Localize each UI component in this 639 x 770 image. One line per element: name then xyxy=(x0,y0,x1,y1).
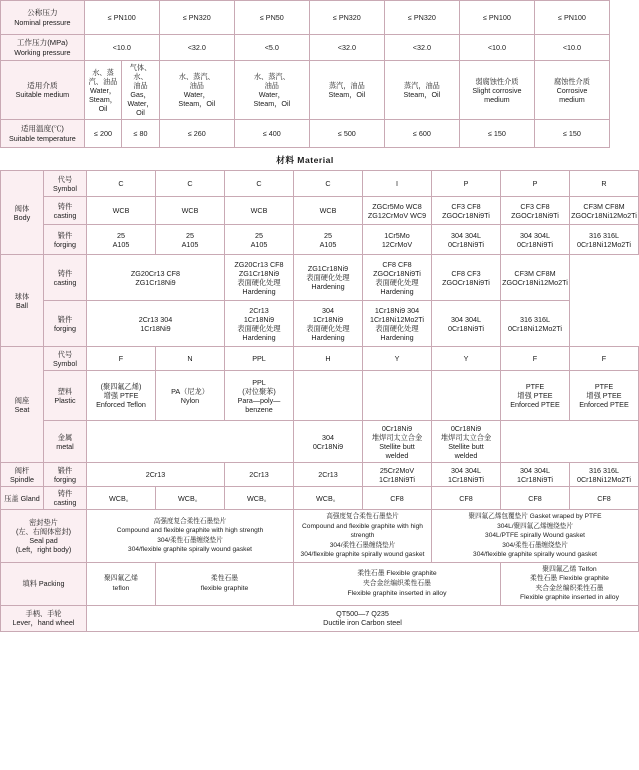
table-cell: R xyxy=(570,171,639,197)
table-cell: 腐蚀性介质 Corrosive medium xyxy=(534,61,609,120)
table-cell: C xyxy=(87,171,156,197)
table-cell: 2Cr13 xyxy=(87,463,225,487)
sub-label: 铸件 casting xyxy=(44,255,87,301)
table-cell: 304 304L 1Cr18Ni9Ti xyxy=(501,463,570,487)
table-cell: 25 A105 xyxy=(294,225,363,255)
group-label: 阀杆 Spindle xyxy=(1,463,44,487)
table-cell: CF8 CF3 ZGOCr18Ni9Ti xyxy=(432,255,501,301)
table-cell: 蒸汽，油品 Steam，Oil xyxy=(384,61,459,120)
group-label: 阀体 Body xyxy=(1,171,44,255)
table-cell: H xyxy=(294,347,363,371)
table-cell: ≤ PN320 xyxy=(159,1,234,35)
group-label: 填料 Packing xyxy=(1,562,87,605)
table-row xyxy=(1,171,639,197)
sub-label: 锻件 forging xyxy=(44,301,87,347)
table-cell: C xyxy=(156,171,225,197)
table-cell: PTFE 增强 PTEE Enforced PTEE xyxy=(501,371,570,421)
group-label: 球体 Ball xyxy=(1,255,44,347)
sub-label: 代号 Symbol xyxy=(44,347,87,371)
table-cell: CF8 xyxy=(570,487,639,510)
table-cell: 316 316L 0Cr18Ni12Mo2Ti xyxy=(570,463,639,487)
table-cell: 1Cr18Ni9 304 1Cr18Ni12Mo2Ti 表面硬化处理 Hardening xyxy=(363,301,432,347)
table-cell: PPL xyxy=(225,347,294,371)
table-cell: PA（尼龙） Nylon xyxy=(156,371,225,421)
table-cell: 25 A105 xyxy=(225,225,294,255)
table-cell: 聚四氟乙烯 teflon xyxy=(87,562,156,605)
table-cell: CF8 xyxy=(432,487,501,510)
table-row xyxy=(1,61,610,120)
sub-label: 金属 metal xyxy=(44,421,87,463)
table-cell: ≤ 200 xyxy=(84,120,122,148)
table-cell: WCB xyxy=(156,197,225,225)
table-cell: WCB。 xyxy=(87,487,156,510)
table-cell: F xyxy=(87,347,156,371)
table-cell: ≤ 600 xyxy=(384,120,459,148)
table-row xyxy=(1,35,610,61)
table-cell xyxy=(363,371,432,421)
table-cell: 弱腐蚀性介质 Slight corrosive medium xyxy=(459,61,534,120)
group-label: 阀座 Seat xyxy=(1,347,44,463)
group-label: 压盖 Gland xyxy=(1,487,44,510)
table-cell: 水、蒸汽、 油品 Water， Steam，Oil xyxy=(234,61,309,120)
table-cell: 2Cr13 xyxy=(225,463,294,487)
table-cell: ≤ 150 xyxy=(459,120,534,148)
table-cell: 高强度复合柔性石墨垫片 Compound and flexible graphite with high strength 304/柔性石墨缠绕垫片 304/flexible graphite spirally wound gasket xyxy=(87,510,294,563)
table-cell: <32.0 xyxy=(384,35,459,61)
table-cell: 2Cr13 xyxy=(294,463,363,487)
table-cell: 304 304L 0Cr18Ni9Ti xyxy=(432,301,501,347)
table-cell: 1Cr5Mo 12CrMoV xyxy=(363,225,432,255)
table-cell: 304 304L 0Cr18Ni9Ti xyxy=(501,225,570,255)
table-cell: 316 316L 0Cr18Ni12Mo2Ti xyxy=(501,301,570,347)
table-cell: 0Cr18Ni9 堆焊司太立合金 Stellite butt welded xyxy=(432,421,501,463)
group-label: 密封垫片 (左、右阀体密封) Seal pad (Left，right body) xyxy=(1,510,87,563)
table-cell: C xyxy=(294,171,363,197)
table-cell: ≤ 80 xyxy=(122,120,160,148)
table-cell: 2Cr13 1Cr18Ni9 表面硬化处理 Hardening xyxy=(225,301,294,347)
table-cell: Y xyxy=(432,347,501,371)
table-row xyxy=(1,197,639,225)
table-cell: CF8 xyxy=(501,487,570,510)
table-cell: (聚四氟乙烯) 增强 PTFE Enforced Teflon xyxy=(87,371,156,421)
table-cell: 2Cr13 304 1Cr18Ni9 xyxy=(87,301,225,347)
sub-label: 塑料 Plastic xyxy=(44,371,87,421)
table-cell: 25Cr2MoV 1Cr18Ni9Ti xyxy=(363,463,432,487)
table-cell: I xyxy=(363,171,432,197)
table-cell: CF3M CF8M ZGOCr18Ni12Mo2Ti xyxy=(501,255,570,301)
table-row xyxy=(1,562,639,605)
table-cell: ≤ PN100 xyxy=(84,1,159,35)
table-cell: F xyxy=(501,347,570,371)
table-cell: WCB xyxy=(87,197,156,225)
sub-label: 锻件 forging xyxy=(44,225,87,255)
table-cell: PTFE 增强 PTEE Enforced PTEE xyxy=(570,371,639,421)
table-cell: ≤ 260 xyxy=(159,120,234,148)
table-cell: <10.0 xyxy=(84,35,159,61)
table-cell: 304 1Cr18Ni9 表面硬化处理 Hardening xyxy=(294,301,363,347)
table-cell: WCB。 xyxy=(156,487,225,510)
table-cell: P xyxy=(501,171,570,197)
table-cell: ZGCr5Mo WC8 ZG12CrMoV WC9 xyxy=(363,197,432,225)
table-cell: ≤ PN320 xyxy=(309,1,384,35)
table-cell xyxy=(432,371,501,421)
table-cell: ZG20Cr13 CF8 ZG1Cr18Ni9 表面硬化处理 Hardening xyxy=(225,255,294,301)
table-cell: 0Cr18Ni9 堆焊司太立合金 Stellite butt welded xyxy=(363,421,432,463)
table-cell: ZG20Cr13 CF8 ZG1Cr18Ni9 xyxy=(87,255,225,301)
row-label: 公称压力 Nominal pressure xyxy=(1,1,85,35)
table-cell: 304 304L 1Cr18Ni9Ti xyxy=(432,463,501,487)
table-cell: WCB。 xyxy=(294,487,363,510)
table-cell xyxy=(294,371,363,421)
sub-label: 铸件 casting xyxy=(44,197,87,225)
table-cell: <10.0 xyxy=(459,35,534,61)
table-cell: WCB xyxy=(225,197,294,225)
table-row xyxy=(1,347,639,371)
table-cell: 聚四氟乙烯包覆垫片 Gasket wraped by PTFE 304L/聚四氟乙烯缠绕垫片 304L/PTFE spiralIy Wound gasket 304/柔性石墨缠绕垫片 304/flexible graphite spirally wound gasket xyxy=(432,510,639,563)
sub-label: 代号 Symbol xyxy=(44,171,87,197)
table-cell: C xyxy=(225,171,294,197)
table-cell: ≤ PN100 xyxy=(534,1,609,35)
table-cell: ≤ 400 xyxy=(234,120,309,148)
row-label: 适用温度(℃) Suitable temperature xyxy=(1,120,85,148)
table-cell: <32.0 xyxy=(159,35,234,61)
table-cell: 聚四氟乙烯 TeIfon 柔性石墨 Flexible graphite 夹合金丝编织柔性石墨 Flexible graphite inserted in alloy xyxy=(501,562,639,605)
sub-label: 锻件 forging xyxy=(44,463,87,487)
table-cell: ≤ 500 xyxy=(309,120,384,148)
table-cell: 水、蒸汽、油品 Water，Steam， Oil xyxy=(84,61,122,120)
table-cell: CF3M CF8M ZGOCr18Ni12Mo2Ti xyxy=(570,197,639,225)
table-cell: ≤ PN100 xyxy=(459,1,534,35)
group-label: 手柄、手轮 Lever，hand wheel xyxy=(1,605,87,631)
table-cell: 25 A105 xyxy=(156,225,225,255)
parameters-table xyxy=(0,0,610,148)
table-row xyxy=(1,255,639,301)
table-row xyxy=(1,487,639,510)
table-row xyxy=(1,120,610,148)
table-cell: PPL (对位聚苯) Para—poly— benzene xyxy=(225,371,294,421)
table-cell: CF3 CF8 ZGOCr18Ni9Ti xyxy=(501,197,570,225)
table-cell: 水、蒸汽、 油品 Water， Steam，Oil xyxy=(159,61,234,120)
table-row xyxy=(1,225,639,255)
table-row xyxy=(1,421,639,463)
table-cell: ≤ PN50 xyxy=(234,1,309,35)
table-cell: <32.0 xyxy=(309,35,384,61)
table-cell: 304 304L 0Cr18Ni9Ti xyxy=(432,225,501,255)
table-row xyxy=(1,301,639,347)
table-cell: 高强度复合柔性石墨垫片 Compound and flexible graphite with high strength 304/柔性石墨缠绕垫片 304/flexible graphite spirally wound gasket xyxy=(294,510,432,563)
table-row xyxy=(1,1,610,35)
table-cell: CF3 CF8 ZGOCr18Ni9Ti xyxy=(432,197,501,225)
table-cell: WCB xyxy=(294,197,363,225)
table-cell: WCB。 xyxy=(225,487,294,510)
table-row xyxy=(1,463,639,487)
table-cell xyxy=(501,421,639,463)
table-row xyxy=(1,371,639,421)
row-label: 适用介质 Suitable medium xyxy=(1,61,85,120)
table-cell: 气体、水、 油品 Gas，Water， Oil xyxy=(122,61,160,120)
table-cell: ≤ PN320 xyxy=(384,1,459,35)
material-section-title: 材料 Material xyxy=(276,155,334,165)
table-cell: P xyxy=(432,171,501,197)
table-cell: <10.0 xyxy=(534,35,609,61)
table-cell: N xyxy=(156,347,225,371)
table-cell: 蒸汽，油品 Steam，Oil xyxy=(309,61,384,120)
table-cell: 304 0Cr18Ni9 xyxy=(294,421,363,463)
table-row xyxy=(1,605,639,631)
table-cell: 柔性石墨 flexible graphite xyxy=(156,562,294,605)
table-cell: QT500—7 Q235 Ductile iron Carbon steel xyxy=(87,605,639,631)
table-cell: 柔性石墨 FlexibIe graphite 夹合金丝编织柔性石墨 Flexible graphite inserted in alloy xyxy=(294,562,501,605)
table-cell xyxy=(87,421,294,463)
table-row xyxy=(1,510,639,563)
table-cell: F xyxy=(570,347,639,371)
sub-label: 铸件 casting xyxy=(44,487,87,510)
table-cell: 25 A105 xyxy=(87,225,156,255)
row-label: 工作压力(MPa) Working pressure xyxy=(1,35,85,61)
table-cell: <5.0 xyxy=(234,35,309,61)
table-cell: Y xyxy=(363,347,432,371)
table-cell: ZG1Cr18Ni9 表面硬化处理 Hardening xyxy=(294,255,363,301)
table-cell: 316 316L 0Cr18Ni12Mo2Ti xyxy=(570,225,639,255)
table-cell: CF8 xyxy=(363,487,432,510)
table-cell: CF8 CF8 ZGOCr18Ni9Ti 表面硬化处理 Hardening xyxy=(363,255,432,301)
table-cell: ≤ 150 xyxy=(534,120,609,148)
material-table xyxy=(0,170,639,632)
